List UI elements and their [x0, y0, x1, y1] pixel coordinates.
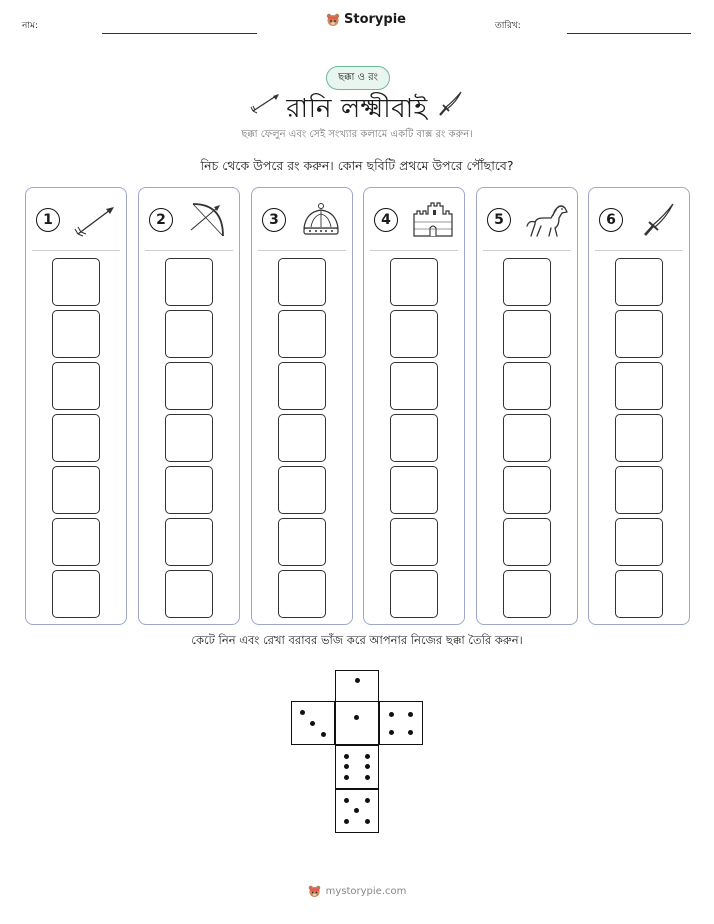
die-face-3 — [291, 701, 335, 745]
color-box[interactable] — [278, 414, 326, 462]
die-face-6 — [335, 745, 379, 789]
color-box[interactable] — [503, 362, 551, 410]
color-box[interactable] — [503, 518, 551, 566]
color-box[interactable] — [52, 258, 100, 306]
color-box[interactable] — [390, 518, 438, 566]
die-pip — [321, 732, 326, 737]
color-box[interactable] — [52, 570, 100, 618]
column-divider — [595, 250, 683, 251]
die-pip — [354, 715, 359, 720]
color-box[interactable] — [390, 570, 438, 618]
color-box[interactable] — [52, 310, 100, 358]
page-title: রানি লক্ষ্মীবাই — [286, 94, 428, 124]
color-box[interactable] — [390, 310, 438, 358]
die-pip — [389, 730, 394, 735]
color-box[interactable] — [165, 518, 213, 566]
color-box[interactable] — [278, 518, 326, 566]
activity-badge: ছক্কা ও রং — [326, 66, 390, 90]
color-box[interactable] — [503, 310, 551, 358]
column-2 — [138, 187, 240, 625]
color-box[interactable] — [278, 258, 326, 306]
color-box[interactable] — [390, 414, 438, 462]
column-divider — [370, 250, 458, 251]
column-number: 5 — [487, 208, 511, 232]
color-box[interactable] — [615, 414, 663, 462]
die-pip — [344, 798, 349, 803]
race-columns — [0, 187, 714, 625]
die-pip — [300, 710, 305, 715]
column-divider — [32, 250, 120, 251]
color-box[interactable] — [503, 414, 551, 462]
die-face-1 — [335, 670, 379, 714]
column-1 — [25, 187, 127, 625]
horse-icon — [521, 200, 571, 240]
color-box[interactable] — [165, 414, 213, 462]
color-box[interactable] — [165, 258, 213, 306]
footer-url[interactable]: mystorypie.com — [325, 886, 407, 897]
color-box[interactable] — [503, 570, 551, 618]
color-box[interactable] — [615, 466, 663, 514]
die-pip — [365, 754, 370, 759]
date-label: তারিখ: — [495, 21, 521, 31]
color-box[interactable] — [52, 466, 100, 514]
color-box[interactable] — [503, 466, 551, 514]
color-box[interactable] — [165, 570, 213, 618]
cut-instruction: কেটে নিন এবং রেখা বরাবর ভাঁজ করে আপনার নিজের ছক্কা তৈরি করুন। — [191, 633, 523, 647]
die-pip — [355, 678, 360, 683]
color-box[interactable] — [165, 310, 213, 358]
color-box[interactable] — [390, 258, 438, 306]
color-box[interactable] — [165, 362, 213, 410]
die-pip — [365, 775, 370, 780]
subtitle: ছক্কা ফেলুন এবং সেই সংখ্যার কলামে একটি বাক্স রং করুন। — [241, 129, 473, 140]
color-box[interactable] — [615, 258, 663, 306]
die-pip — [365, 798, 370, 803]
sword-icon — [633, 200, 683, 240]
color-box[interactable] — [278, 310, 326, 358]
column-number: 1 — [36, 208, 60, 232]
column-4 — [363, 187, 465, 625]
date-field-line[interactable] — [567, 33, 691, 34]
arrow-icon — [70, 200, 120, 240]
die-pip — [344, 754, 349, 759]
color-box[interactable] — [615, 310, 663, 358]
die-pip — [365, 764, 370, 769]
color-box[interactable] — [615, 518, 663, 566]
color-box[interactable] — [165, 466, 213, 514]
color-box[interactable] — [390, 466, 438, 514]
bear-mascot-icon — [326, 13, 340, 27]
color-box[interactable] — [52, 414, 100, 462]
die-face-5 — [335, 789, 379, 833]
sword-icon — [436, 90, 464, 118]
crown-icon — [296, 200, 346, 240]
column-5 — [476, 187, 578, 625]
castle-icon — [408, 200, 458, 240]
bow-icon — [183, 200, 233, 240]
brand-name: Storypie — [344, 12, 406, 27]
color-box[interactable] — [390, 362, 438, 410]
die-pip — [344, 775, 349, 780]
color-box[interactable] — [615, 362, 663, 410]
die-pip — [354, 808, 359, 813]
color-box[interactable] — [278, 466, 326, 514]
die-pip — [408, 730, 413, 735]
die-pip — [389, 712, 394, 717]
color-box[interactable] — [278, 362, 326, 410]
color-box[interactable] — [278, 570, 326, 618]
die-pip — [344, 819, 349, 824]
column-6 — [588, 187, 690, 625]
name-field-line[interactable] — [102, 33, 257, 34]
die-pip — [310, 721, 315, 726]
column-number: 3 — [262, 208, 286, 232]
instruction-text: নিচ থেকে উপরে রং করুন। কোন ছবিটি প্রথমে উপরে পৌঁছাবে? — [200, 158, 514, 173]
color-box[interactable] — [52, 518, 100, 566]
bear-mascot-icon — [308, 885, 321, 898]
die-face-4 — [379, 701, 423, 745]
brand-logo — [326, 12, 406, 27]
die-pip — [408, 712, 413, 717]
die-face-1 — [335, 701, 379, 745]
footer — [0, 885, 714, 898]
column-number: 2 — [149, 208, 173, 232]
column-divider — [258, 250, 346, 251]
column-number: 4 — [374, 208, 398, 232]
color-box[interactable] — [503, 258, 551, 306]
name-label: নাম: — [22, 21, 39, 31]
column-divider — [145, 250, 233, 251]
die-pip — [365, 819, 370, 824]
color-box[interactable] — [52, 362, 100, 410]
column-3 — [251, 187, 353, 625]
die-pip — [344, 764, 349, 769]
column-number: 6 — [599, 208, 623, 232]
column-divider — [483, 250, 571, 251]
color-box[interactable] — [615, 570, 663, 618]
